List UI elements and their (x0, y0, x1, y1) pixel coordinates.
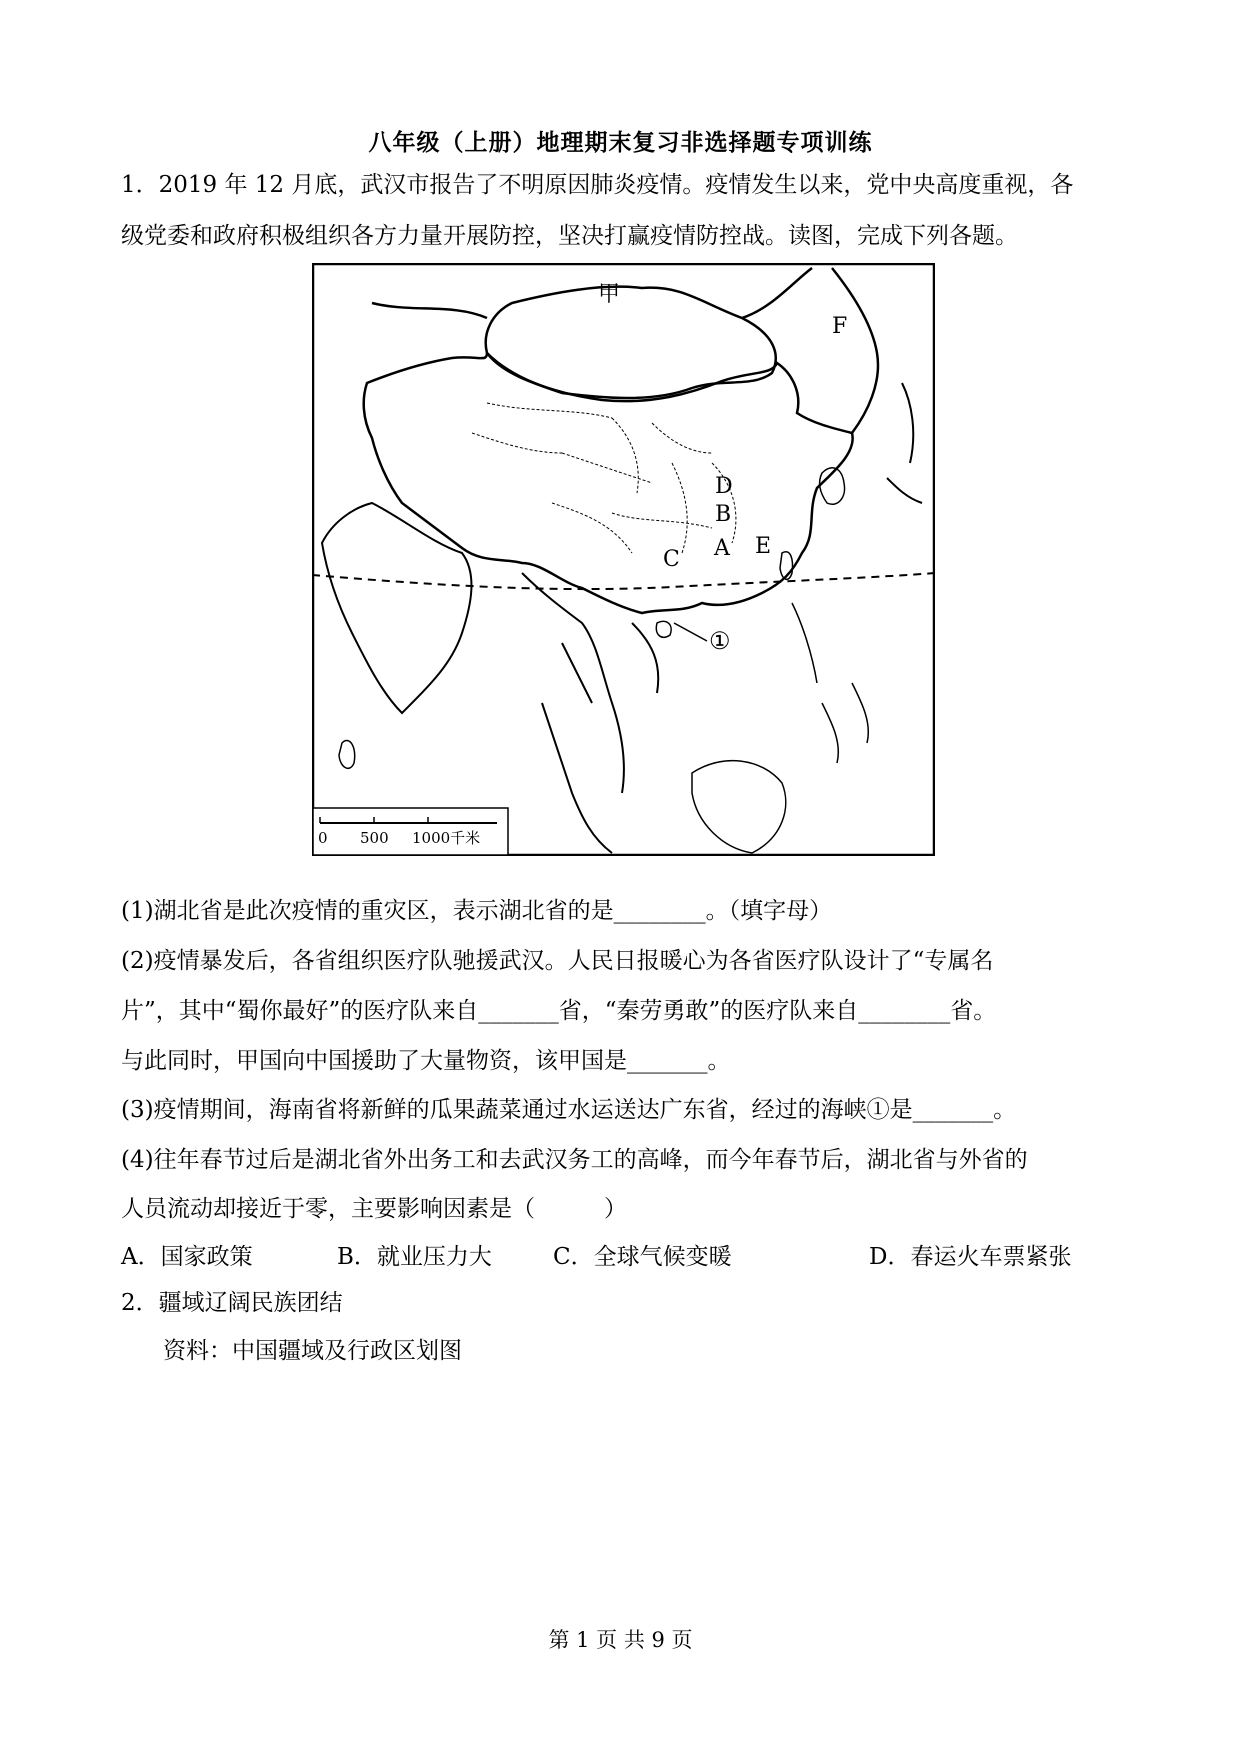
label-B: B (715, 502, 732, 527)
option-a: A．国家政策 (121, 1244, 253, 1270)
option-d: D．春运火车票紧张 (869, 1244, 1072, 1270)
page-footer: 第 1 页 共 9 页 (548, 1628, 693, 1652)
q2-material: 资料：中国疆域及行政区划图 (163, 1338, 462, 1364)
label-C: C (663, 547, 680, 572)
label-F: F (832, 314, 848, 339)
option-c: C．全球气候变暖 (553, 1244, 732, 1270)
q1-sub2-line1: (2)疫情暴发后，各省组织医疗队驰援武汉。人民日报暖心为各省医疗队设计了“专属名 (121, 948, 994, 974)
label-strait: ① (709, 627, 731, 655)
q1-intro-line1: 1．2019 年 12 月底，武汉市报告了不明原因肺炎疫情。疫情发生以来，党中央高度重视，各 (121, 172, 1074, 198)
q1-sub1: (1)湖北省是此次疫情的重灾区，表示湖北省的是________。（填字母） (121, 898, 833, 924)
scale-end: 1000千米 (412, 829, 481, 847)
scale-zero: 0 (318, 829, 328, 847)
q1-sub4-line1: (4)往年春节过后是湖北省外出务工和去武汉务工的高峰，而今年春节后，湖北省与外省的 (121, 1147, 1028, 1173)
scale-mid: 500 (360, 829, 389, 847)
option-b: B．就业压力大 (337, 1244, 492, 1270)
asia-map-figure (312, 263, 935, 856)
label-E: E (755, 534, 772, 559)
q1-sub4-line2: 人员流动却接近于零，主要影响因素是（ ） (121, 1196, 627, 1222)
q1-sub2-line3: 与此同时，甲国向中国援助了大量物资，该甲国是_______。 (121, 1048, 731, 1074)
label-jia: 甲 (598, 282, 621, 307)
label-A: A (714, 536, 730, 561)
page-title: 八年级（上册）地理期末复习非选择题专项训练 (368, 130, 873, 156)
q2-heading: 2．疆域辽阔民族团结 (121, 1290, 343, 1316)
q1-sub2-line2: 片”，其中“蜀你最好”的医疗队来自_______省，“秦劳勇敢”的医疗队来自________省。 (121, 998, 997, 1024)
q1-sub3: (3)疫情期间，海南省将新鲜的瓜果蔬菜通过水运送达广东省，经过的海峡①是_______。 (121, 1097, 1017, 1123)
q1-intro-line2: 级党委和政府积极组织各方力量开展防控，坚决打赢疫情防控战。读图，完成下列各题。 (121, 223, 1018, 249)
label-D: D (715, 474, 733, 499)
